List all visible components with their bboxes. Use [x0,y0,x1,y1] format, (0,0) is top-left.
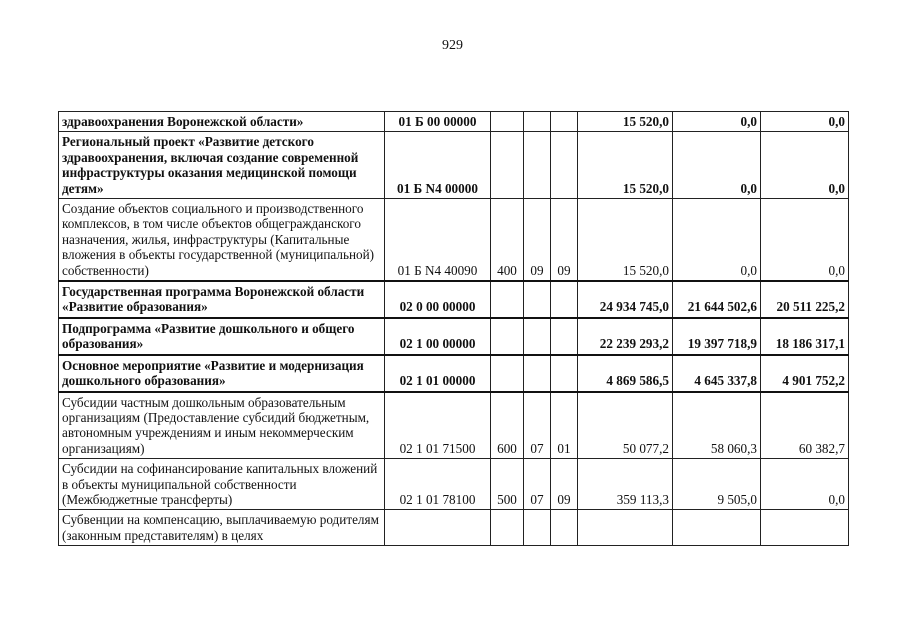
row-name-cell: Региональный проект «Развитие детского здравоохранения, включая создание современной инфраструктуры оказания медицинской помощи детям» [59,132,385,199]
row-amount-year1-cell: 4 869 586,5 [578,355,673,392]
table-row [59,199,849,282]
row-amount-year3-cell: 0,0 [761,132,849,199]
row-amount-year2-cell: 4 645 337,8 [673,355,761,392]
row-code-cell: 01 Б N4 00000 [385,132,491,199]
row-amount-year3-cell: 0,0 [761,199,849,282]
row-vr-cell [491,112,524,132]
row-amount-year3-cell: 0,0 [761,459,849,510]
row-amount-year1-cell: 359 113,3 [578,459,673,510]
row-name-cell: Субсидии частным дошкольным образовательным организациям (Предоставление субсидий бюджетным, автономным учреждениям и иным некоммерческим организациям) [59,392,385,459]
row-vr-cell: 400 [491,199,524,282]
row-pr-cell [551,355,578,392]
row-amount-year2-cell [673,510,761,546]
row-code-cell: 01 Б N4 40090 [385,199,491,282]
row-rz-cell [524,112,551,132]
row-code-cell: 02 1 01 78100 [385,459,491,510]
row-vr-cell [491,132,524,199]
row-amount-year3-cell: 20 511 225,2 [761,281,849,318]
table-row [59,459,849,510]
row-amount-year1-cell: 22 239 293,2 [578,318,673,355]
row-rz-cell: 07 [524,392,551,459]
row-amount-year2-cell: 0,0 [673,112,761,132]
row-amount-year2-cell: 21 644 502,6 [673,281,761,318]
row-pr-cell: 09 [551,459,578,510]
row-name-cell: Подпрограмма «Развитие дошкольного и общего образования» [59,318,385,355]
row-amount-year1-cell: 50 077,2 [578,392,673,459]
row-amount-year1-cell [578,510,673,546]
row-rz-cell [524,132,551,199]
row-name-cell: здравоохранения Воронежской области» [59,112,385,132]
row-vr-cell [491,355,524,392]
row-rz-cell: 07 [524,459,551,510]
row-pr-cell [551,132,578,199]
row-pr-cell [551,281,578,318]
row-pr-cell: 09 [551,199,578,282]
budget-table [58,111,849,546]
row-amount-year1-cell: 24 934 745,0 [578,281,673,318]
row-rz-cell: 09 [524,199,551,282]
row-pr-cell: 01 [551,392,578,459]
row-amount-year1-cell: 15 520,0 [578,132,673,199]
row-code-cell: 02 1 00 00000 [385,318,491,355]
row-rz-cell [524,510,551,546]
row-code-cell: 02 1 01 71500 [385,392,491,459]
row-amount-year2-cell: 0,0 [673,199,761,282]
row-name-cell: Основное мероприятие «Развитие и модернизация дошкольного образования» [59,355,385,392]
table-row [59,112,849,132]
row-amount-year3-cell [761,510,849,546]
row-amount-year3-cell: 60 382,7 [761,392,849,459]
row-vr-cell [491,318,524,355]
row-code-cell: 02 0 00 00000 [385,281,491,318]
row-rz-cell [524,281,551,318]
row-pr-cell [551,510,578,546]
table-row [59,510,849,546]
row-name-cell: Субсидии на софинансирование капитальных вложений в объекты муниципальной собственности (Межбюджетные трансферты) [59,459,385,510]
row-amount-year1-cell: 15 520,0 [578,112,673,132]
table-row [59,355,849,392]
row-name-cell: Создание объектов социального и производственного комплексов, в том числе объектов общегражданского назначения, жилья, инфраструктуры (Капитальные вложения в объекты государственной (муниципальной) собственности) [59,199,385,282]
row-name-cell: Субвенции на компенсацию, выплачиваемую родителям (законным представителям) в целях [59,510,385,546]
row-code-cell [385,510,491,546]
row-pr-cell [551,112,578,132]
row-amount-year3-cell: 0,0 [761,112,849,132]
table-row [59,132,849,199]
page-number: 929 [442,38,463,53]
row-amount-year3-cell: 18 186 317,1 [761,318,849,355]
row-amount-year3-cell: 4 901 752,2 [761,355,849,392]
table-row [59,318,849,355]
row-amount-year1-cell: 15 520,0 [578,199,673,282]
row-code-cell: 02 1 01 00000 [385,355,491,392]
row-vr-cell [491,281,524,318]
row-pr-cell [551,318,578,355]
row-name-cell: Государственная программа Воронежской области «Развитие образования» [59,281,385,318]
row-amount-year2-cell: 9 505,0 [673,459,761,510]
row-vr-cell: 600 [491,392,524,459]
row-vr-cell [491,510,524,546]
row-rz-cell [524,318,551,355]
row-amount-year2-cell: 0,0 [673,132,761,199]
row-vr-cell: 500 [491,459,524,510]
table-row [59,392,849,459]
row-amount-year2-cell: 58 060,3 [673,392,761,459]
table-row [59,281,849,318]
row-amount-year2-cell: 19 397 718,9 [673,318,761,355]
row-rz-cell [524,355,551,392]
row-code-cell: 01 Б 00 00000 [385,112,491,132]
